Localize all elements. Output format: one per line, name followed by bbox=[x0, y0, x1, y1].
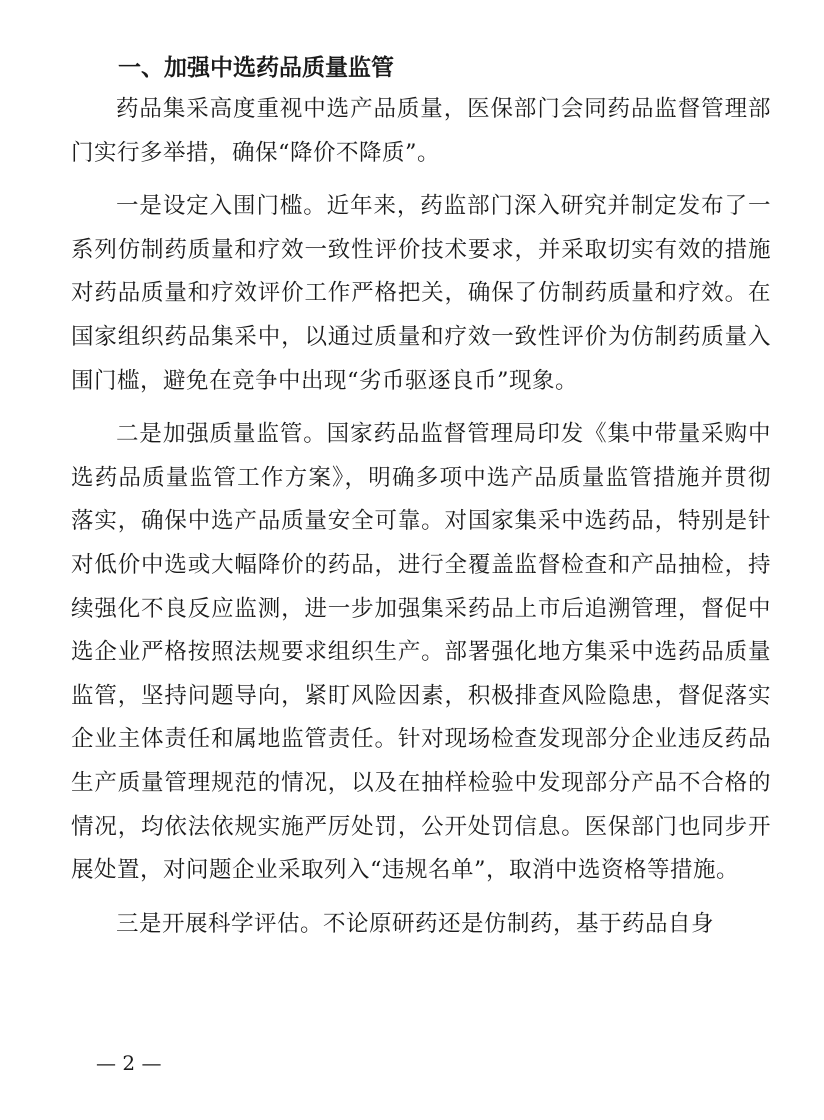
paragraph-intro: 药品集采高度重视中选产品质量，医保部门会同药品监督管理部门实行多举措，确保“降价不降质”。 bbox=[71, 96, 771, 166]
page-number: — 2 — bbox=[96, 1051, 162, 1075]
paragraph-quality-supervision: 二是加强质量监管。国家药品监督管理局印发《集中带量采购中选药品质量监管工作方案》，明确多项中选产品质量监管措施并贯彻落实，确保中选产品质量安全可靠。对国家集采中选药品，特别是针对低价中选或大幅降价的药品，进行全覆盖监督检查和产品抽检，持续强化不良反应监测，进一步加强集采药品上市后追溯管理，督促中选企业严格按照法规要求组织生产。部署强化地方集采中选药品质量监管，坚持问题导向，紧盯风险因素，积极排查风险隐患，督促落实企业主体责任和属地监管责任。针对现场检查发现部分企业违反药品生产质量管理规范的情况，以及在抽样检验中发现部分产品不合格的情况，均依法依规实施严厉处罚，公开处罚信息。医保部门也同步开展处置，对问题企业采取列入“违规名单”，取消中选资格等措施。 bbox=[71, 421, 771, 884]
paragraph-scientific-evaluation: 三是开展科学评估。不论原研药还是仿制药，基于药品自身 bbox=[116, 910, 715, 937]
section-heading: 一、加强中选药品质量监管 bbox=[118, 55, 394, 81]
paragraph-entry-threshold: 一是设定入围门槛。近年来，药监部门深入研究并制定发布了一系列仿制药质量和疗效一致性评价技术要求，并采取切实有效的措施对药品质量和疗效评价工作严格把关，确保了仿制药质量和疗效。在国家组织药品集采中，以通过质量和疗效一致性评价为仿制药质量入围门槛，避免在竞争中出现“劣币驱逐良币”现象。 bbox=[71, 193, 771, 394]
document-body bbox=[71, 88, 771, 956]
